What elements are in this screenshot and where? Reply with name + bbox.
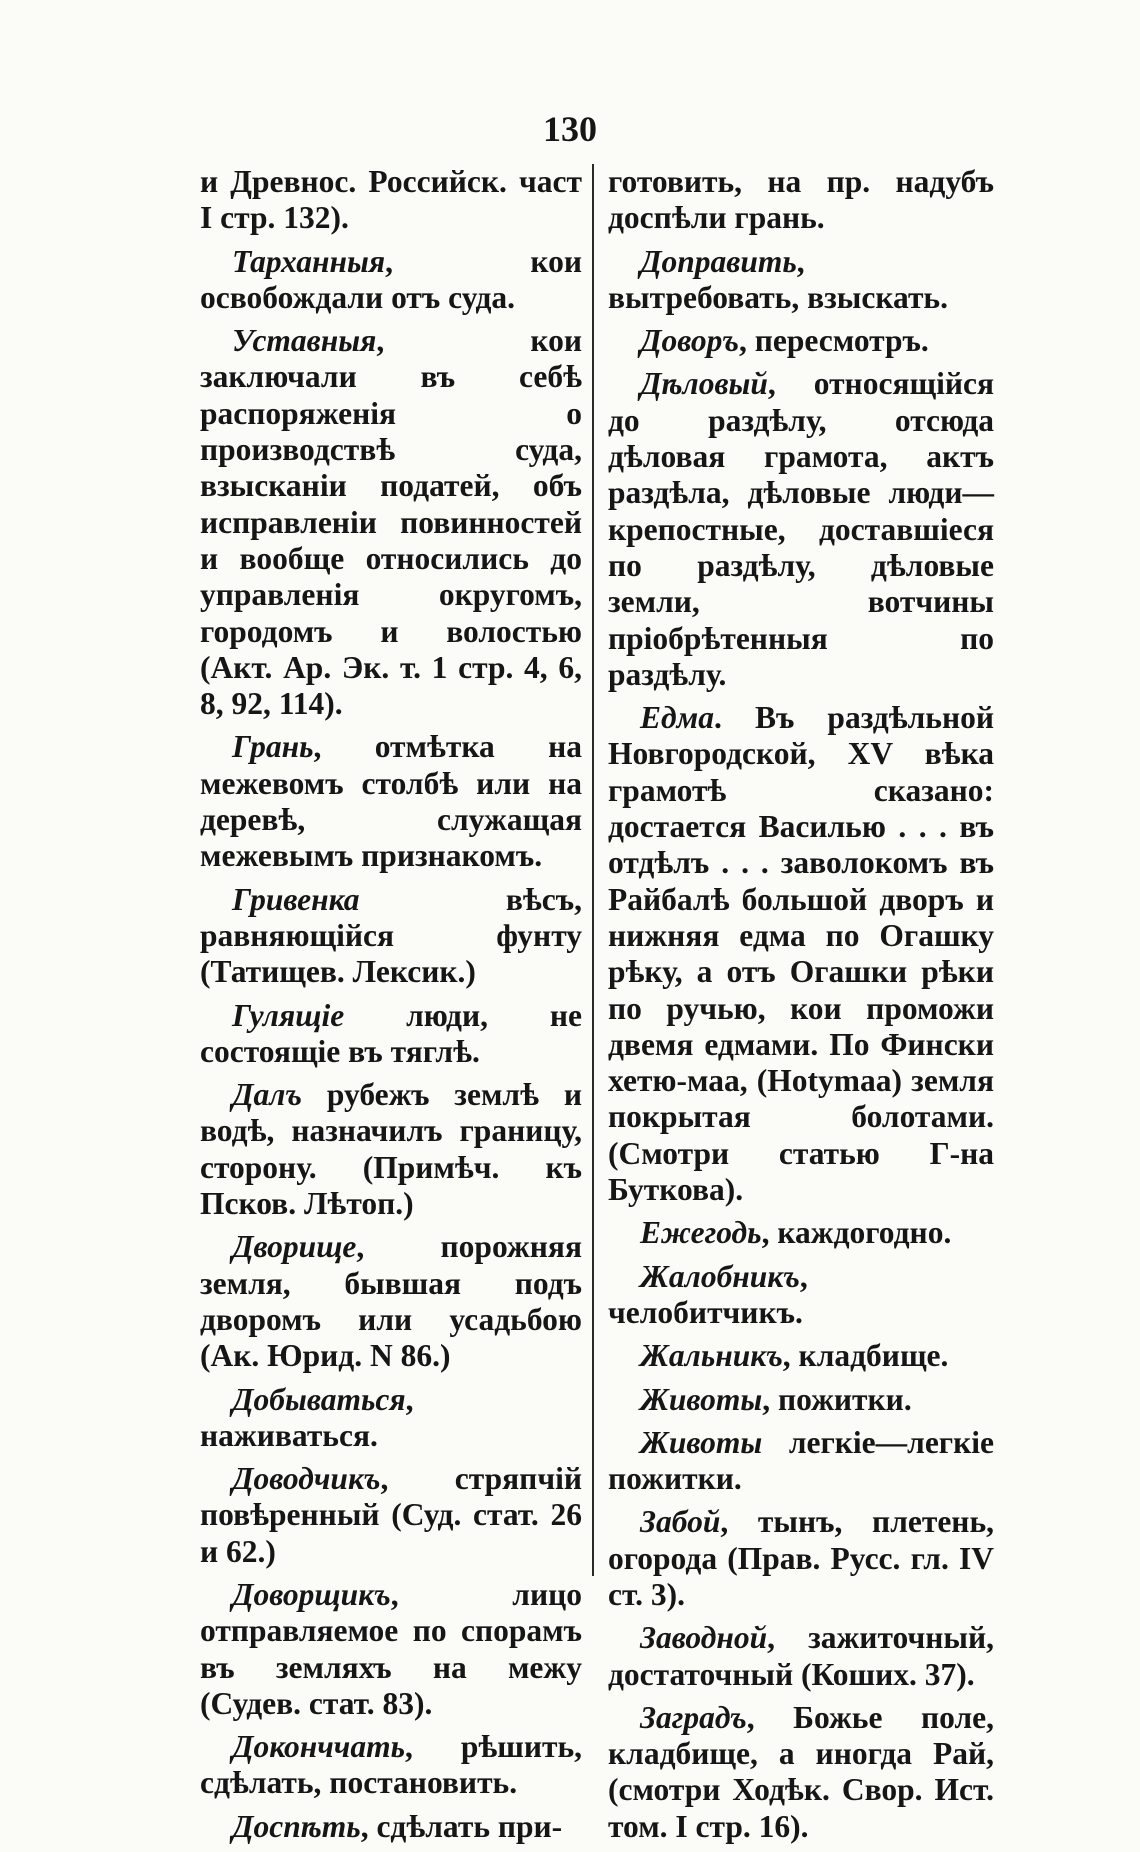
entry-headword: Заградъ — [640, 1699, 747, 1735]
dictionary-entry — [200, 1461, 582, 1570]
entry-headword: Доправить — [640, 243, 797, 279]
entry-definition: , каждогодно. — [761, 1215, 952, 1251]
dictionary-entry — [200, 1229, 582, 1374]
entry-definition: , кои освобождали отъ суда. — [200, 243, 582, 315]
entry-definition: , пересмотръ. — [739, 323, 929, 359]
entry-headword: Добываться — [232, 1381, 406, 1417]
page-number: 130 — [543, 109, 597, 149]
entry-definition: , вытребовать, взыскать. — [608, 243, 948, 315]
entry-definition: , сдѣлать при- — [360, 1808, 563, 1844]
entry-definition: люди, не состоящіе въ тяглѣ. — [200, 997, 582, 1069]
dictionary-entry — [608, 1620, 994, 1693]
dictionary-entry — [200, 164, 582, 237]
dictionary-entry — [608, 366, 994, 693]
entry-headword: Едма — [640, 700, 714, 736]
entry-headword: Животы — [640, 1381, 763, 1417]
entry-headword: Грань — [232, 729, 314, 765]
dictionary-entry — [200, 882, 582, 991]
entry-headword: Жалобникъ — [640, 1258, 800, 1294]
entry-headword: Гулящіе — [232, 997, 345, 1033]
dictionary-entry — [608, 1504, 994, 1613]
entry-definition: рубежъ землѣ и водѣ, назначилъ границу, сторону. (Примѣч. къ Псков. Лѣтоп.) — [200, 1077, 582, 1222]
right-column — [608, 164, 994, 1852]
entry-definition: вѣсъ, равняющійся фунту (Татищев. Лексик.) — [200, 881, 582, 990]
dictionary-entry — [200, 998, 582, 1071]
entry-headword: Доводчикъ — [232, 1461, 381, 1497]
entry-headword: Забой — [640, 1504, 721, 1540]
entry-headword: Доворъ — [640, 323, 740, 359]
entry-definition: , тынъ, плетень, огорода (Прав. Русс. гл. IV ст. 3). — [608, 1504, 994, 1612]
entry-headword: Доконччать — [232, 1729, 405, 1765]
dictionary-entry — [200, 1577, 582, 1722]
entry-definition: . Въ раздѣльной Новгородской, XV вѣка грамотѣ сказано: достается Василью . . . въ отдѣлъ . . . заволокомъ въ Райбалѣ большой дворъ и нижняя едма по Огашку рѣку, а отъ Огашки рѣки по ручью, кои проможи двемя едмами. По Фински хетю-маа, (Hotymaa) земля покрытая болотами. (Смотри статью Г-на Буткова). — [608, 700, 994, 1208]
dictionary-entry — [200, 323, 582, 722]
entry-headword: Тарханныя — [232, 243, 386, 279]
column-divider — [592, 164, 594, 1576]
entry-headword: Жальникъ — [640, 1338, 783, 1374]
entry-definition: , порожняя земля, бывшая подъ дворомъ или усадьбою (Ак. Юрид. N 86.) — [200, 1229, 582, 1374]
entry-definition: готовить, на пр. надубъ доспѣли грань. — [608, 164, 994, 236]
entry-definition: , наживаться. — [200, 1381, 414, 1453]
entry-headword: Дѣловый — [640, 366, 768, 402]
entry-headword: Уставныя — [232, 323, 377, 359]
dictionary-entry — [200, 1729, 582, 1802]
dictionary-entry — [608, 1382, 994, 1418]
entry-headword: Доспѣть — [232, 1808, 361, 1844]
entry-definition: , относящійся до раздѣлу, отсюда дѣловая грамота, актъ раздѣла, дѣловые люди—крепостные, доставшіеся по раздѣлу, дѣловые земли, вотчины пріобрѣтенныя по раздѣлу. — [608, 366, 994, 692]
entry-headword: Животы — [640, 1424, 763, 1460]
dictionary-entry — [200, 244, 582, 317]
entry-headword: Далъ — [232, 1077, 303, 1113]
entry-definition: , лицо отправляемое по спорамъ въ земляхъ на межу (Судев. стат. 83). — [200, 1576, 582, 1721]
entry-definition: легкіе—легкіе пожитки. — [608, 1424, 994, 1497]
entry-definition: , челобитчикъ. — [608, 1258, 808, 1330]
entry-headword: Заводной — [640, 1620, 768, 1656]
entry-headword: Ежегодь — [640, 1215, 762, 1251]
entry-headword: Дворище — [232, 1229, 357, 1265]
entry-definition: , зажиточный, достаточный (Коших. 37). — [608, 1620, 994, 1692]
left-column — [200, 164, 582, 1852]
entry-definition: , отмѣтка на межевомъ столбѣ или на деревѣ, служащая межевымъ признакомъ. — [200, 729, 582, 874]
dictionary-entry — [608, 700, 994, 1208]
dictionary-entry — [608, 1338, 994, 1374]
dictionary-entry — [200, 1077, 582, 1222]
dictionary-entry — [608, 1425, 994, 1498]
dictionary-entry — [200, 729, 582, 874]
entry-definition: , Божье поле, кладбище, а иногда Рай, (смотри Ходѣк. Свор. Ист. том. I стр. 16). — [608, 1699, 994, 1844]
entry-headword: Гривенка — [232, 881, 360, 917]
dictionary-entry — [608, 1259, 994, 1332]
dictionary-entry — [608, 1700, 994, 1845]
entry-definition: , пожитки. — [762, 1381, 912, 1417]
dictionary-entry — [608, 164, 994, 237]
dictionary-entry — [608, 1215, 994, 1251]
entry-definition: , стряпчій повѣренный (Суд. стат. 26 и 62.) — [200, 1461, 582, 1569]
dictionary-entry — [608, 244, 994, 317]
entry-definition: , рѣшить, сдѣлать, постановить. — [200, 1729, 582, 1801]
dictionary-entry — [200, 1809, 582, 1845]
dictionary-entry — [608, 323, 994, 359]
dictionary-entry — [200, 1382, 582, 1455]
entry-definition: , кои заключали въ себѣ распоряженія о производствѣ суда, взысканіи податей, объ исправленіи повинностей и вообще относились до управленія округомъ, городомъ и волостью (Акт. Ар. Эк. т. 1 стр. 4, 6, 8, 92, 114). — [200, 323, 582, 722]
entry-definition: , кладбище. — [782, 1338, 949, 1374]
entry-definition: и Древнос. Российск. част I стр. 132). — [200, 164, 582, 236]
entry-headword: Доворщикъ — [232, 1576, 391, 1612]
